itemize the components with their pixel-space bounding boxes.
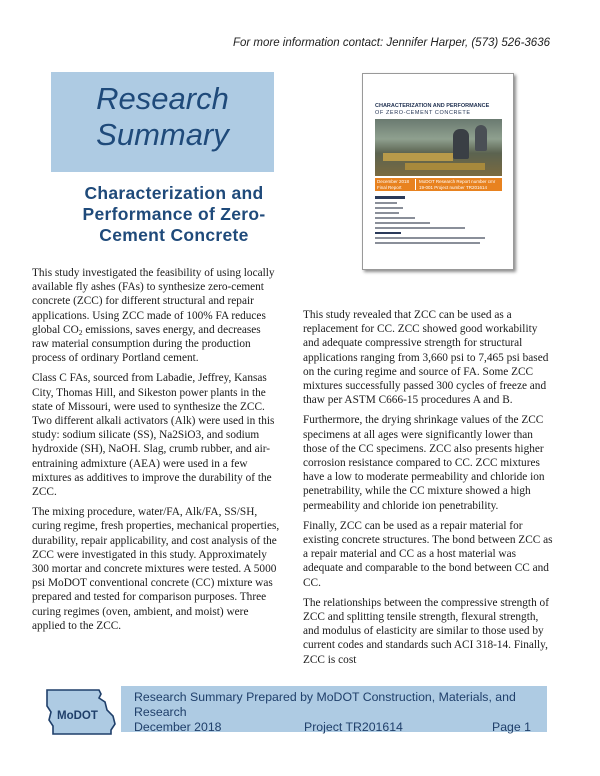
footer-line-1: Research Summary Prepared by MoDOT Construction, Materials, and Research [134,690,516,719]
cover-band-left: December 2018 Final Report [377,179,410,190]
footer-project: Project TR201614 [304,720,403,734]
cover-band-right: MoDOT Research Report number cmr 19-001 Project number TR201614 [415,179,499,190]
modot-logo [43,686,119,738]
right-column [303,308,553,673]
right-paragraph-4: The relationships between the compressive strength of ZCC and splitting tensile strength, flexural strength, and modulus of elasticity are similar to those used by current codes and standards such ACI 318-14. Finally, ZCC is cost [303,596,549,666]
cover-photo [375,119,502,176]
title-line-1: Research [96,81,229,116]
cover-title [375,103,505,116]
research-summary-title [51,81,274,153]
left-paragraph-3: The mixing procedure, water/FA, Alk/FA, SS/SH, curing regime, fresh properties, mechanical properties, durability, repair applicability, and cost analysis of the ZCC were investigated in this study. Approximately 300 mortar and concrete mixtures were tested. A 5000 psi MoDOT conventional concrete (CC) mixture was prepared and tested for comparison purposes. Three curing regimes (oven, ambient, and moist) were applied to the ZCC. [32,506,280,632]
title-line-2: Summary [96,117,229,152]
page-title: Characterization and Performance of Zero-Cement Concrete [82,183,266,245]
logo-text: MoDOT [57,710,98,722]
footer-page: Page 1 [492,720,531,734]
cover-title-line-1: CHARACTERIZATION AND PERFORMANCE [375,103,490,109]
footer-text [134,690,534,735]
contact-line: For more information contact: Jennifer Harper, (573) 526-3636 [232,37,550,49]
left-paragraph-2: Class C FAs, sourced from Labadie, Jeffrey, Kansas City, Thomas Hill, and Sikeston power plants in the state of Missouri, were used to synthesize the ZCC. Two different alkali activators (Alk) were used in this study: sodium silicate (SS), Na2SiO3, and sodium hydroxide (SH), NaOH. Slag, crumb rubber, and air-entraining admixture (AEA) were used in a few mixtures as additives to improve the durability of the ZCC. [32,372,275,499]
left-paragraph-1: This study investigated the feasibility of using locally available fly ashes (FAs) to synthesize zero-cement concrete (ZCC) for different structural and repair applications. Using ZCC made of 100% FA reduces global $CO_2$ emissions, saves energy, and decreases raw material consumption during the production process of ordinary Portland cement. [32,267,275,365]
right-paragraph-1: This study revealed that ZCC can be used as a replacement for CC. ZCC showed good workability and adequate compressive strength for structural applications ranging from 3,660 psi to 7,465 psi based on the curing regime and source of FA. Some ZCC mixtures successfully passed 300 cycles of freeze and thaw per ASTM C666-15 procedures A and B. [303,309,549,407]
report-cover-thumbnail [362,73,514,270]
cover-text-lines [375,196,495,247]
left-column [32,266,280,639]
cover-title-line-2: OF ZERO-CEMENT CONCRETE [375,109,471,116]
footer-date: December 2018 [134,720,222,734]
right-paragraph-3: Finally, ZCC can be used as a repair material for existing concrete structures. The bond between ZCC as a repair material and CC as a host material was adequate and comparable to the bond between CC and CC. [303,519,553,589]
right-paragraph-2: Furthermore, the drying shrinkage values of the ZCC specimens at all ages were significantly lower than those of the CC specimens. ZCC also presents higher corrosion resistance compared to CC. ZCC mixtures have a low to moderate permeability and chloride ion penetrability, while the CC mixture showed a high permeability and chloride ion penetrability. [303,414,545,512]
